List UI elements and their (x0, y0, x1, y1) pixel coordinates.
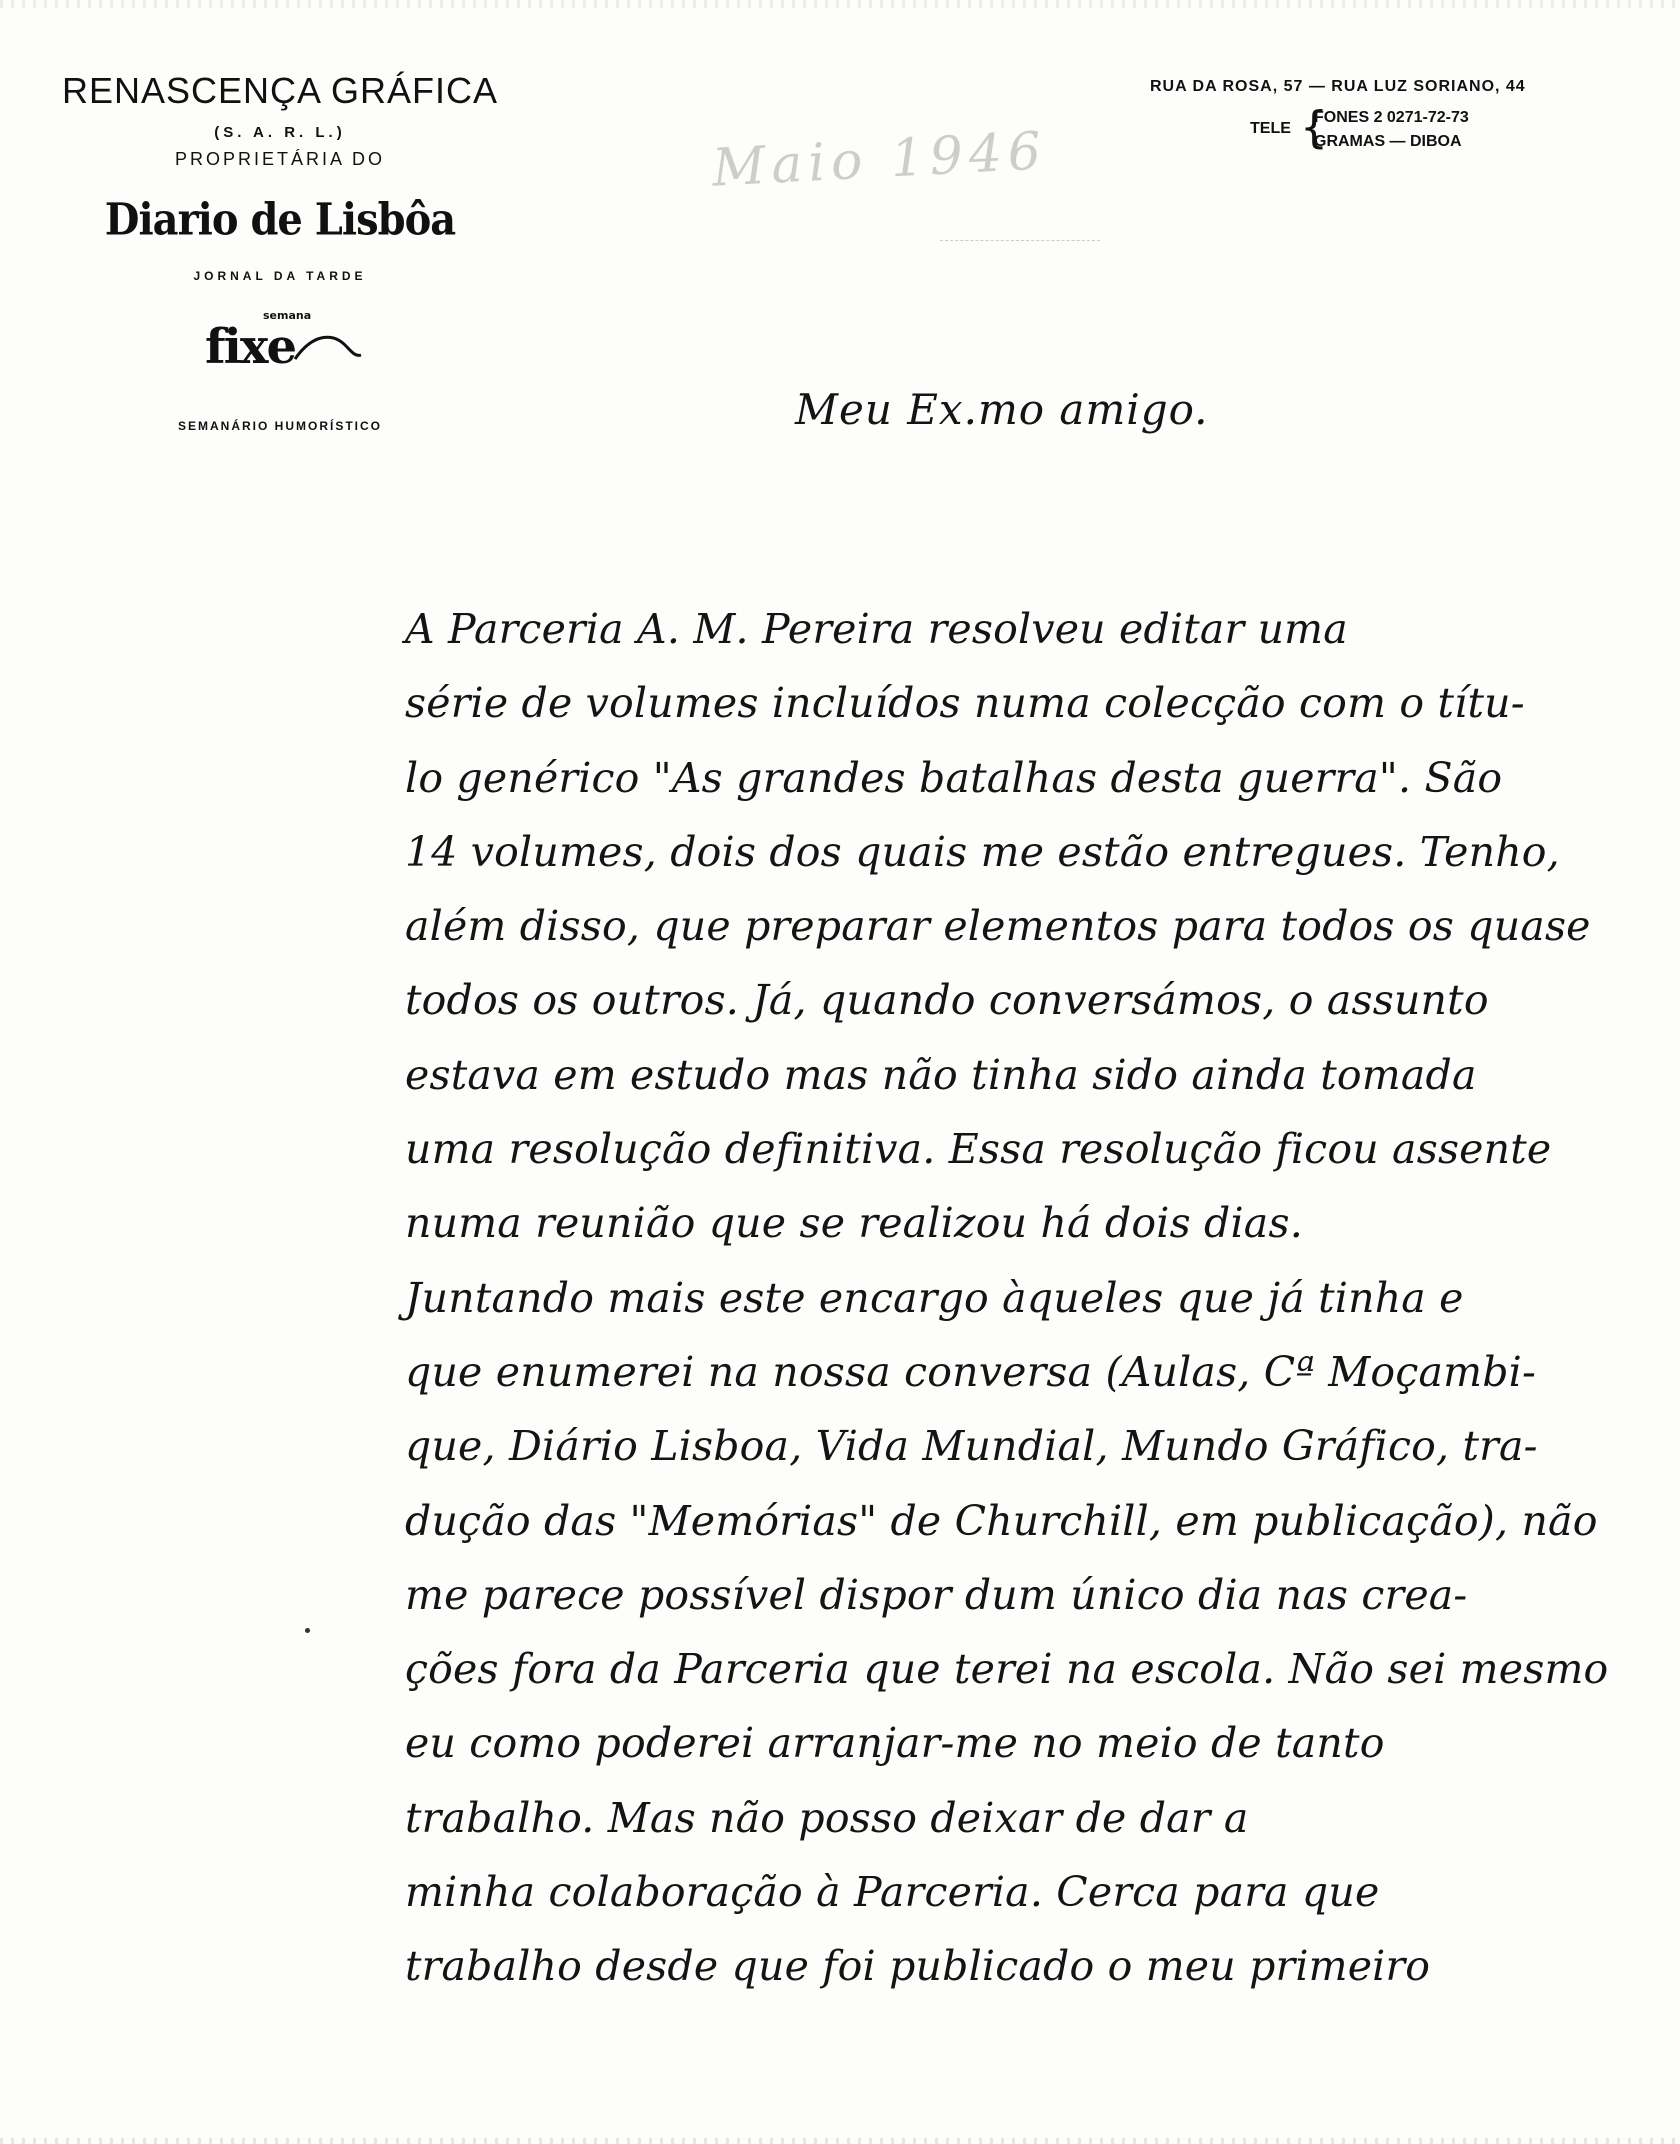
scan-edge-top (0, 0, 1680, 8)
scan-edge-bottom (0, 2138, 1680, 2144)
letterhead-left (40, 70, 520, 433)
salutation: Meu Ex.mo amigo. (795, 385, 1209, 434)
letter-line: lo genérico "As grandes batalhas desta guerra". São (405, 753, 1503, 802)
proprietor-label: PROPRIETÁRIA DO (174, 149, 386, 169)
telecom-block (1150, 102, 1590, 154)
letter-line: que, Diário Lisboa, Vida Mundial, Mundo Gráfico, tra- (405, 1422, 1538, 1471)
company-address: RUA DA ROSA, 57 — RUA LUZ SORIANO, 44 (1150, 78, 1526, 95)
letter-line: minha colaboração à Parceria. Cerca para que (405, 1868, 1380, 1917)
letter-line: me parece possível dispor dum único dia nas crea- (405, 1570, 1468, 1619)
letter-line: eu como poderei arranjar-me no meio de tanto (405, 1719, 1385, 1768)
magazine-tagline: SEMANÁRIO HUMORÍSTICO (178, 419, 382, 433)
letter-line: numa reunião que se realizou há dois dias. (405, 1199, 1303, 1248)
company-name: RENASCENÇA GRÁFICA (61, 70, 499, 111)
newspaper-tagline: JORNAL DA TARDE (193, 269, 367, 283)
letter-line: Juntando mais este encargo àqueles que já tinha e (405, 1273, 1464, 1322)
letterhead-right (1150, 78, 1590, 154)
brace-icon: { (1300, 102, 1328, 153)
letter-line: trabalho. Mas não posso deixar de dar a (405, 1793, 1249, 1842)
letter-line: 14 volumes, dois dos quais me estão entregues. Tenho, (405, 827, 1560, 876)
letter-line: A Parceria A. M. Pereira resolveu editar uma (405, 605, 1348, 653)
letter-line: trabalho desde que foi publicado o meu primeiro (405, 1942, 1431, 1991)
newspaper-logo: Diario de Lisbôa (104, 193, 456, 246)
ink-speck (305, 1628, 310, 1633)
magazine-logo-text: fixe (205, 319, 296, 375)
magazine-logo (205, 309, 355, 381)
telegram-address: GRAMAS — DIBOA (1314, 133, 1462, 150)
faint-line (940, 240, 1100, 241)
tele-label: TELE (1250, 120, 1291, 137)
letter-line: além disso, que preparar elementos para todos os quase (405, 902, 1591, 951)
letter-line: dução das "Memórias" de Churchill, em publicação), não (405, 1496, 1598, 1545)
faint-stamp: Maio 1946 (710, 121, 1049, 199)
letter-line: ções fora da Parceria que terei na escola. Não sei mesmo (405, 1645, 1609, 1694)
phone-numbers: FONES 2 0271-72-73 (1314, 109, 1469, 126)
letter-line: todos os outros. Já, quando conversámos, o assunto (405, 976, 1489, 1025)
telecom-lines (1314, 106, 1469, 154)
letter-line: estava em estudo mas não tinha sido ainda tomada (405, 1050, 1477, 1099)
letter-line: uma resolução definitiva. Essa resolução ficou assente (405, 1125, 1552, 1174)
letter-line: que enumerei na nossa conversa (Aulas, Cª Moçambi- (405, 1347, 1537, 1396)
company-legal-form: (S. A. R. L.) (214, 124, 346, 141)
letter-line: série de volumes incluídos numa colecção com o títu- (405, 679, 1525, 728)
letter-body (405, 592, 1665, 2004)
swoosh-icon (293, 331, 363, 371)
magazine-logo-small-text: semana (263, 309, 312, 322)
